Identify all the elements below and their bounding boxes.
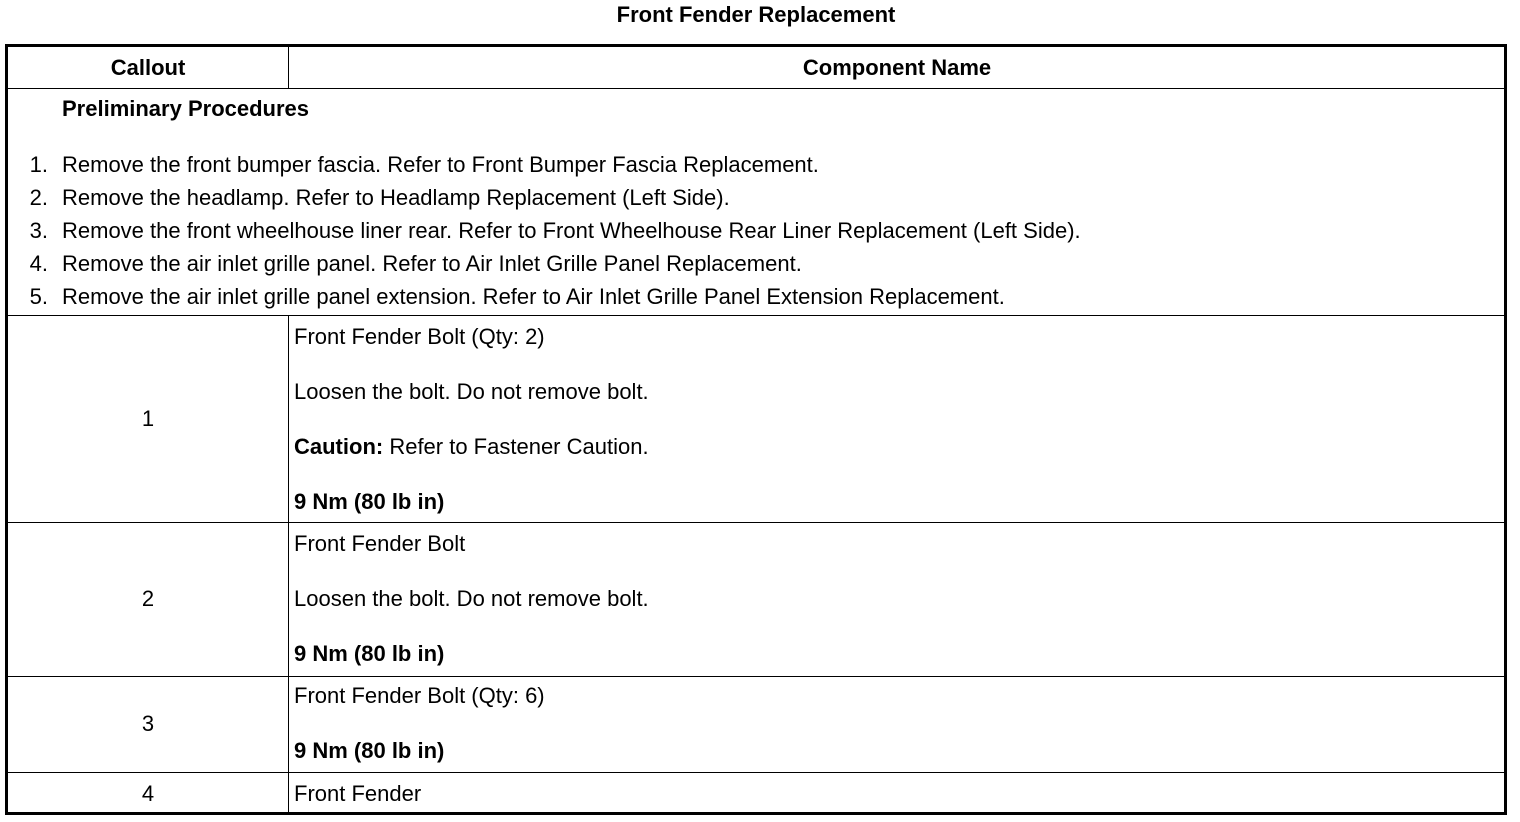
component-name: Front Fender Bolt (Qty: 2)	[294, 324, 545, 349]
component-name: Front Fender Bolt (Qty: 6)	[294, 683, 545, 708]
component-instruction: Loosen the bolt. Do not remove bolt.	[294, 586, 649, 611]
callout-number: 3	[141, 711, 155, 736]
component-instruction: Loosen the bolt. Do not remove bolt.	[294, 379, 649, 404]
row-divider	[8, 315, 1504, 316]
torque-spec: 9 Nm (80 lb in)	[294, 738, 445, 763]
header-component-name: Component Name	[802, 55, 992, 80]
step-text: Remove the headlamp. Refer to Headlamp Replacement (Left Side).	[62, 185, 730, 210]
header-divider	[8, 88, 1504, 89]
column-divider	[288, 47, 289, 89]
callout-number: 4	[141, 781, 155, 806]
caution-text: Refer to Fastener Caution.	[383, 434, 649, 459]
step-number: 5.	[29, 284, 48, 309]
component-name: Front Fender Bolt	[294, 531, 466, 556]
step-text: Remove the front wheelhouse liner rear. Refer to Front Wheelhouse Rear Liner Replacement (Left Side).	[62, 218, 1081, 243]
row-divider	[8, 522, 1504, 523]
step-text: Remove the air inlet grille panel. Refer to Air Inlet Grille Panel Replacement.	[62, 251, 802, 276]
step-text: Remove the air inlet grille panel extension. Refer to Air Inlet Grille Panel Extension Replacement.	[62, 284, 1005, 309]
torque-spec: 9 Nm (80 lb in)	[294, 489, 445, 514]
procedure-table	[5, 44, 1507, 815]
step-number: 1.	[29, 152, 48, 177]
caution-label: Caution:	[294, 434, 384, 459]
header-callout: Callout	[110, 55, 186, 80]
step-text: Remove the front bumper fascia. Refer to Front Bumper Fascia Replacement.	[62, 152, 819, 177]
step-number: 3.	[29, 218, 48, 243]
step-number: 2.	[29, 185, 48, 210]
row-divider	[8, 772, 1504, 773]
torque-spec: 9 Nm (80 lb in)	[294, 641, 445, 666]
step-number: 4.	[29, 251, 48, 276]
page-title: Front Fender Replacement	[616, 2, 896, 27]
preliminary-heading: Preliminary Procedures	[62, 96, 310, 121]
callout-number: 2	[141, 586, 155, 611]
column-divider	[288, 315, 289, 815]
component-name: Front Fender	[294, 781, 422, 806]
row-divider	[8, 676, 1504, 677]
callout-number: 1	[141, 406, 155, 431]
caution-note	[294, 433, 649, 461]
